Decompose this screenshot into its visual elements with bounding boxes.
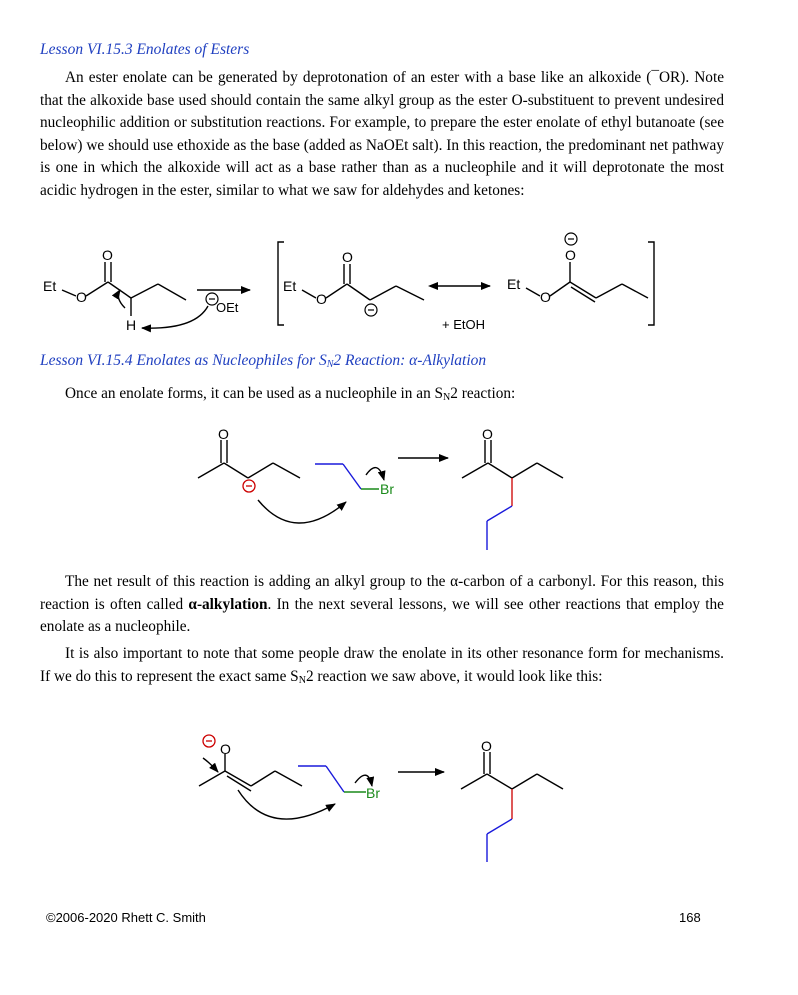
- oxyanion-enolate-structure: [199, 754, 444, 819]
- ester-oxygen-label-2: O: [316, 291, 327, 307]
- et-label-3: Et: [507, 276, 521, 292]
- paragraph-ester-enolate: An ester enolate can be generated by deprotonation of an ester with a base like an alkoxide (¯OR). Note that the alkoxide base used should contain the same alkyl group as the ester O-substituent to prevent undesired nucleophilic addition or substitution reactions. For example, to prepare the ester enolate of ethyl butanoate (see below) we should use ethoxide as the base (added as NaOEt salt). In this reaction, the predominant net pathway is one in which the alkoxide will act as a base rather than as a nucleophile and it will deprotonate the most acidic hydrogen in the ester, similar to what we saw for aldehydes and ketones:: [40, 69, 724, 199]
- et-label: Et: [43, 278, 57, 294]
- added-alkyl-chain-2: [487, 819, 512, 862]
- alpha-hydrogen-label: H: [126, 317, 137, 333]
- ketone-oxygen-label: O: [218, 426, 229, 442]
- ketone-enolate-structure: [198, 440, 448, 523]
- heading-suffix: 2 Reaction: α-Alkylation: [333, 352, 487, 369]
- resonance-subscript: N: [298, 674, 306, 686]
- alkylation-scheme: [0, 420, 798, 560]
- ester-oxygen-label: O: [76, 289, 87, 305]
- right-bracket: [648, 242, 654, 325]
- alkylated-ketone-structure: [462, 440, 563, 478]
- et-label-2: Et: [283, 278, 297, 294]
- paragraph-resonance-form: [40, 643, 724, 692]
- footer-page-number: 168: [679, 910, 701, 925]
- product-oxygen-label-2: O: [481, 738, 492, 754]
- propyl-bromide-structure-2: [298, 766, 366, 792]
- enolate-oxygen-label: O: [220, 741, 231, 757]
- net-result-text: The net result of this reaction is adding an alkyl group to the α-carbon of a carbonyl. For this reason, this reaction is often called: [40, 573, 724, 613]
- section-heading-enolates-of-esters: Lesson VI.15.3 Enolates of Esters: [40, 41, 250, 58]
- heading-prefix: Lesson VI.15.4 Enolates as Nucleophiles for S: [40, 352, 327, 369]
- intro-sentence: [65, 383, 515, 409]
- product-oxygen-label: O: [482, 426, 493, 442]
- propyl-bromide-structure: [315, 464, 379, 489]
- oxyanion-label: O: [565, 247, 576, 263]
- section-heading-alkylation: [40, 351, 486, 375]
- footer-copyright: ©2006-2020 Rhett C. Smith: [46, 910, 206, 925]
- ester-enolate-scheme: [0, 228, 798, 338]
- ethanol-byproduct-label: + EtOH: [442, 317, 485, 332]
- alpha-alkylation-term: α-alkylation: [188, 595, 268, 613]
- added-alkyl-chain: [487, 506, 512, 550]
- intro-prefix: Once an enolate forms, it can be used as a nucleophile in an S: [65, 385, 444, 402]
- bromine-label: Br: [380, 481, 394, 497]
- intro-subscript: N: [443, 392, 451, 403]
- ethoxide-label: OEt: [216, 300, 239, 315]
- alkylated-ketone-structure-2: [461, 752, 563, 789]
- bromine-label-2: Br: [366, 785, 380, 801]
- intro-suffix: 2 reaction:: [450, 385, 516, 402]
- resonance-alkylation-scheme: [0, 728, 798, 878]
- paragraph-net-result: [40, 571, 724, 639]
- resonance-text-end: 2 reaction we saw above, it would look like this:: [305, 667, 603, 685]
- net-result-text-end: . In the next several lessons, we will see other reactions that employ the enolate as a nucleophile.: [40, 595, 724, 635]
- heading-subscript: N: [326, 359, 334, 370]
- resonance-text: It is also important to note that some people draw the enolate in its other resonance form for mechanisms. If we do this to represent the exact same S: [40, 645, 724, 685]
- carbonyl-oxygen-label: O: [102, 247, 113, 263]
- ester-oxygen-label-3: O: [540, 289, 551, 305]
- carbonyl-oxygen-label-2: O: [342, 249, 353, 265]
